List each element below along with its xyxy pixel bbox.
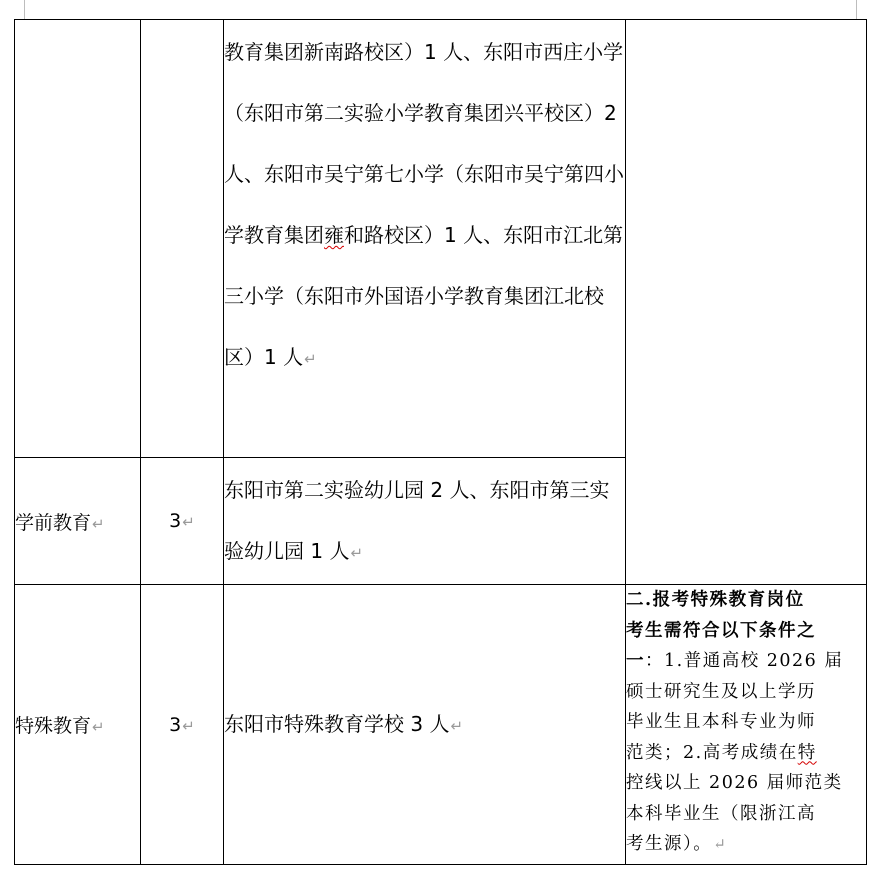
schools-cell	[224, 20, 626, 458]
page-margin-marker-right	[856, 0, 857, 20]
count-cell: 3↵	[141, 585, 224, 865]
category-cell: 特殊教育↵	[15, 585, 141, 865]
count-cell: 3↵	[141, 458, 224, 585]
note-heading-line: 二.报考特殊教育岗位	[626, 590, 805, 610]
remarks-cell-empty	[626, 20, 867, 585]
remarks-cell	[626, 585, 867, 865]
paragraph-mark-icon: ↵	[182, 716, 195, 735]
note-line: 硕士研究生及以上学历	[626, 681, 816, 702]
category-cell	[15, 20, 141, 458]
table-row	[15, 20, 867, 458]
page-margin-marker-left	[24, 0, 25, 20]
note-line: 范类；2.高考成绩在特	[626, 742, 817, 763]
schools-cell	[224, 585, 626, 865]
note-heading-line: 考生需符合以下条件之	[626, 620, 816, 641]
note-line: 考生源）。↵	[626, 834, 728, 854]
table-row	[15, 585, 867, 865]
category-cell: 学前教育↵	[15, 458, 141, 585]
paragraph-mark-icon: ↵	[350, 544, 364, 562]
paragraph-mark-icon: ↵	[713, 835, 728, 853]
schools-text: 东阳市特殊教育学校 3 人	[224, 711, 450, 736]
note-line: 毕业生且本科专业为师	[626, 712, 816, 732]
note-line: 一：1.普通高校 2026 届	[626, 651, 844, 671]
schools-cell	[224, 458, 626, 585]
schools-text-tail: 和路校区）1 人、东阳市江北第三小学（东阳市外国语小学教育集团江北校区）1 人	[224, 223, 624, 369]
paragraph-mark-icon: ↵	[92, 718, 105, 736]
schools-text: 东阳市第二实验幼儿园 2 人、东阳市第三实验幼儿园 1 人	[224, 478, 610, 563]
note-line: 本科毕业生（限浙江高	[626, 803, 816, 824]
count-cell	[141, 20, 224, 458]
spellcheck-flagged-text: 雍	[324, 223, 344, 247]
recruitment-table	[14, 19, 867, 865]
note-line: 控线以上 2026 届师范类	[626, 773, 843, 793]
paragraph-mark-icon: ↵	[92, 514, 105, 533]
paragraph-mark-icon: ↵	[182, 513, 195, 531]
schools-text: 教育集团新南路校区）1 人、东阳市西庄小学（东阳市第二实验小学教育集团兴平校区）2 人、东阳市吴宁第七小学（东阳市吴宁第四小学教育集团	[224, 40, 624, 247]
paragraph-mark-icon: ↵	[450, 716, 464, 735]
spellcheck-flagged-text: 特	[797, 742, 817, 763]
paragraph-mark-icon: ↵	[304, 350, 317, 368]
